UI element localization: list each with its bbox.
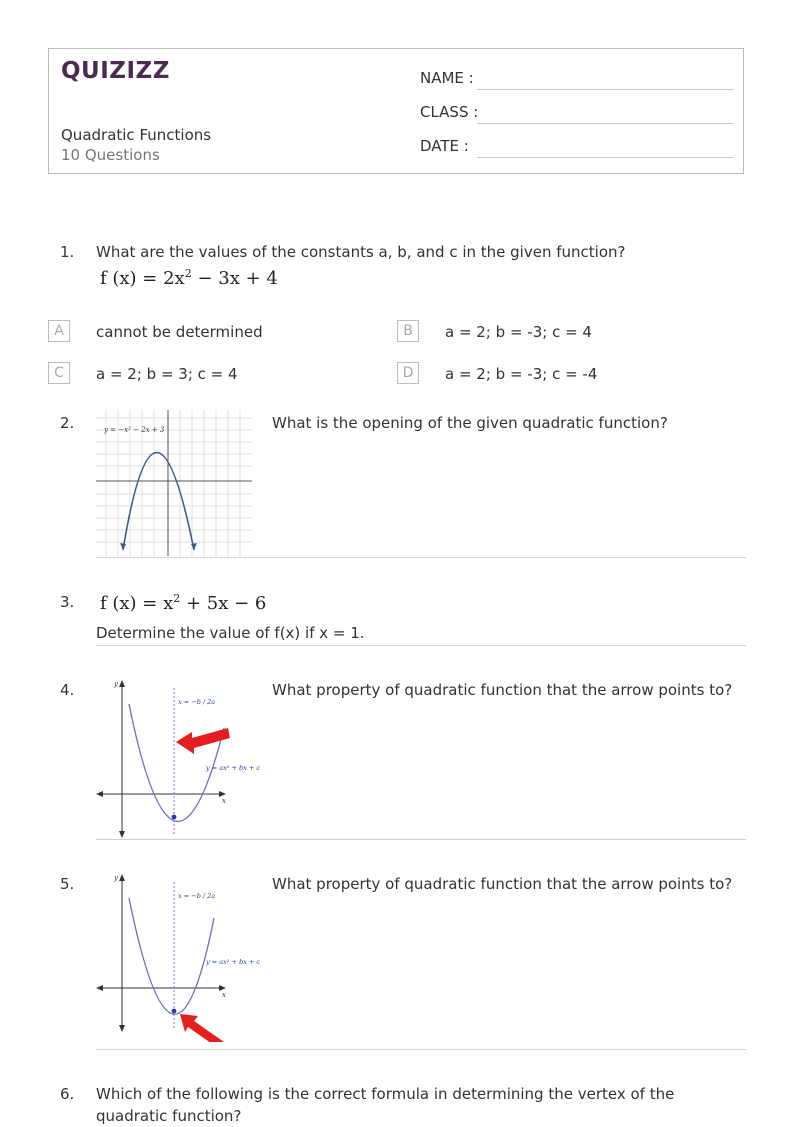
question-4-y-label: y bbox=[114, 680, 118, 688]
question-6-text: Which of the following is the correct formula in determining the vertex of the quadratic function? bbox=[96, 1085, 675, 1125]
worksheet-title: Quadratic Functions bbox=[61, 126, 212, 144]
question-5-axis-label: x = −b / 2a bbox=[178, 892, 216, 900]
option-b-box[interactable]: B bbox=[397, 320, 419, 342]
question-4-number: 4. bbox=[60, 681, 75, 699]
question-2-graph-label: y = −x² − 2x + 3 bbox=[104, 426, 165, 434]
separator-3 bbox=[96, 645, 746, 646]
question-5-number: 5. bbox=[60, 875, 75, 893]
option-c-text: a = 2; b = 3; c = 4 bbox=[96, 365, 238, 383]
class-line bbox=[477, 123, 733, 124]
option-c-box[interactable]: C bbox=[48, 362, 70, 384]
separator-2 bbox=[96, 557, 746, 558]
question-3-number: 3. bbox=[60, 593, 75, 611]
option-d-box[interactable]: D bbox=[397, 362, 419, 384]
question-4-x-label: x bbox=[222, 797, 226, 805]
option-d-text: a = 2; b = -3; c = -4 bbox=[445, 365, 598, 383]
separator-5 bbox=[96, 1049, 746, 1050]
question-1-number: 1. bbox=[60, 243, 75, 261]
separator-4 bbox=[96, 839, 746, 840]
name-label: NAME : bbox=[420, 69, 474, 87]
question-5-y-label: y bbox=[114, 874, 118, 882]
question-4-axis-label: x = −b / 2a bbox=[178, 698, 216, 706]
date-line bbox=[477, 157, 733, 158]
question-5-curve-label: y = ax² + bx + c bbox=[206, 958, 261, 966]
class-label: CLASS : bbox=[420, 103, 479, 121]
quizizz-logo: QUIZIZZ bbox=[61, 58, 170, 84]
date-label: DATE : bbox=[420, 137, 469, 155]
question-6-number: 6. bbox=[60, 1085, 75, 1103]
question-4-vertex-graph bbox=[96, 676, 266, 838]
name-line bbox=[477, 89, 733, 90]
question-5-text: What property of quadratic function that the arrow points to? bbox=[272, 875, 733, 893]
question-5-x-label: x bbox=[222, 991, 226, 999]
option-b-text: a = 2; b = -3; c = 4 bbox=[445, 323, 592, 341]
question-count: 10 Questions bbox=[61, 146, 160, 164]
question-1-text: What are the values of the constants a, b, and c in the given function? bbox=[96, 243, 626, 261]
option-a-text: cannot be determined bbox=[96, 323, 263, 341]
question-4-curve-label: y = ax² + bx + c bbox=[206, 764, 261, 772]
question-3-formula: f $(x) = x^2 + 5x - 6$ bbox=[100, 592, 267, 614]
question-4-text: What property of quadratic function that the arrow points to? bbox=[272, 681, 733, 699]
question-2-number: 2. bbox=[60, 414, 75, 432]
question-1-formula: f $(x) = 2x^2 - 3x + 4$ bbox=[100, 267, 278, 289]
question-2-parabola-graph bbox=[96, 410, 252, 556]
question-2-text: What is the opening of the given quadratic function? bbox=[272, 414, 668, 432]
question-5-vertex-graph bbox=[96, 870, 266, 1042]
question-3-text: Determine the value of f(x) if x = 1. bbox=[96, 624, 365, 642]
option-a-box[interactable]: A bbox=[48, 320, 70, 342]
